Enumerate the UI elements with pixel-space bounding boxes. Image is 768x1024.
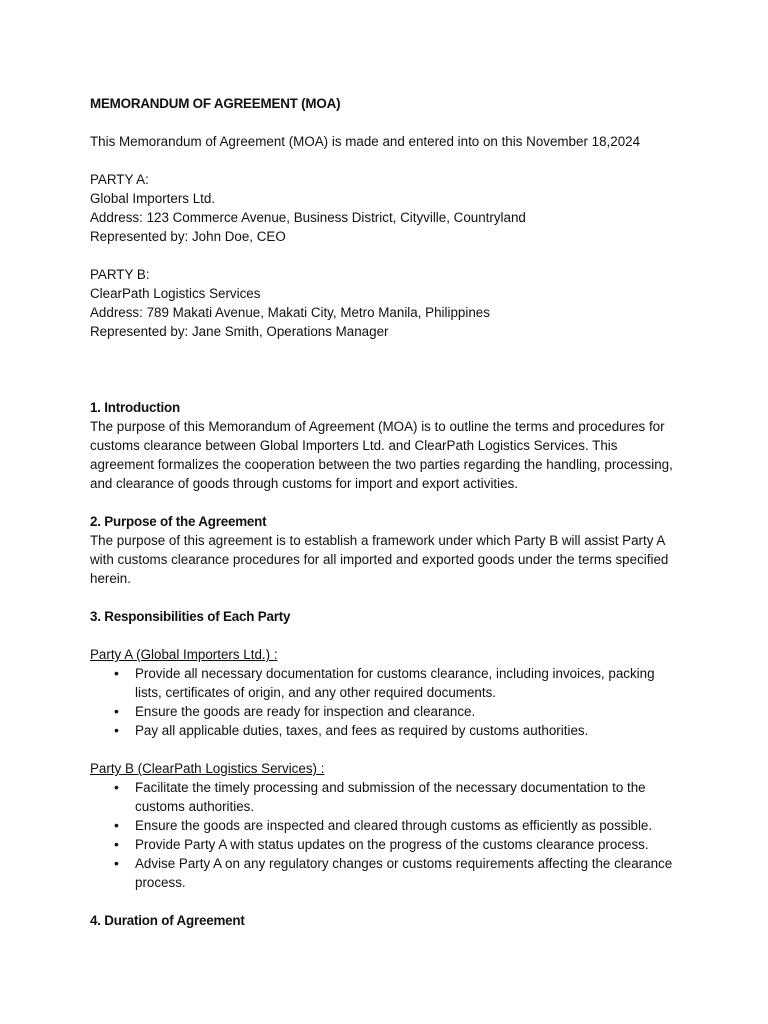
intro-line: This Memorandum of Agreement (MOA) is made and entered into on this November 18,2024 — [90, 134, 641, 149]
party-a-address: Address: 123 Commerce Avenue, Business District, Cityville, Countryland — [90, 210, 526, 225]
party-b-represented: Represented by: Jane Smith, Operations Manager — [90, 324, 389, 339]
spacer — [90, 341, 678, 398]
party-b-name: ClearPath Logistics Services — [90, 286, 261, 301]
party-a-responsibilities-list — [90, 664, 678, 740]
party-b-address: Address: 789 Makati Avenue, Makati City, Metro Manila, Philippines — [90, 305, 490, 320]
section-duration — [90, 911, 678, 930]
party-b-responsibilities-label: Party B (ClearPath Logistics Services) : — [90, 761, 325, 776]
party-a-responsibilities-label: Party A (Global Importers Ltd.) : — [90, 647, 278, 662]
spacer — [90, 892, 678, 911]
party-b-block — [90, 265, 678, 341]
section-heading: 4. Duration of Agreement — [90, 913, 245, 928]
list-item: • Pay all applicable duties, taxes, and fees as required by customs authorities. — [135, 721, 675, 740]
list-item: • Facilitate the timely processing and submission of the necessary documentation to the customs authorities. — [135, 778, 675, 816]
party-a-block — [90, 170, 678, 246]
party-a-represented: Represented by: John Doe, CEO — [90, 229, 286, 244]
section-heading: 2. Purpose of the Agreement — [90, 514, 267, 529]
spacer — [90, 626, 678, 645]
spacer — [90, 151, 678, 170]
section-responsibilities — [90, 607, 678, 892]
section-body: The purpose of this agreement is to establish a framework under which Party B will assist Party A with customs clearance procedures for all imported and exported goods under the terms specified herein. — [90, 533, 669, 586]
section-purpose — [90, 512, 678, 588]
list-item: • Ensure the goods are ready for inspection and clearance. — [135, 702, 675, 721]
party-a-label: PARTY A: — [90, 172, 149, 187]
spacer — [90, 740, 678, 759]
party-b-label: PARTY B: — [90, 267, 150, 282]
section-body: The purpose of this Memorandum of Agreement (MOA) is to outline the terms and procedures for customs clearance between Global Importers Ltd. and ClearPath Logistics Services. This agreement formalizes the cooperation between the two parties regarding the handling, processing, and clearance of goods through customs for import and export activities. — [90, 419, 673, 491]
section-introduction — [90, 398, 678, 493]
section-heading: 3. Responsibilities of Each Party — [90, 609, 291, 624]
section-heading: 1. Introduction — [90, 400, 180, 415]
list-item: • Advise Party A on any regulatory changes or customs requirements affecting the clearance process. — [135, 854, 675, 892]
list-item: • Ensure the goods are inspected and cleared through customs as efficiently as possible. — [135, 816, 675, 835]
list-item: • Provide Party A with status updates on the progress of the customs clearance process. — [135, 835, 675, 854]
spacer — [90, 588, 678, 607]
party-b-responsibilities-list — [90, 778, 678, 892]
list-item: • Provide all necessary documentation for customs clearance, including invoices, packing lists, certificates of origin, and any other required documents. — [135, 664, 675, 702]
spacer — [90, 493, 678, 512]
spacer — [90, 246, 678, 265]
document-title: MEMORANDUM OF AGREEMENT (MOA) — [90, 96, 341, 111]
party-a-name: Global Importers Ltd. — [90, 191, 216, 206]
